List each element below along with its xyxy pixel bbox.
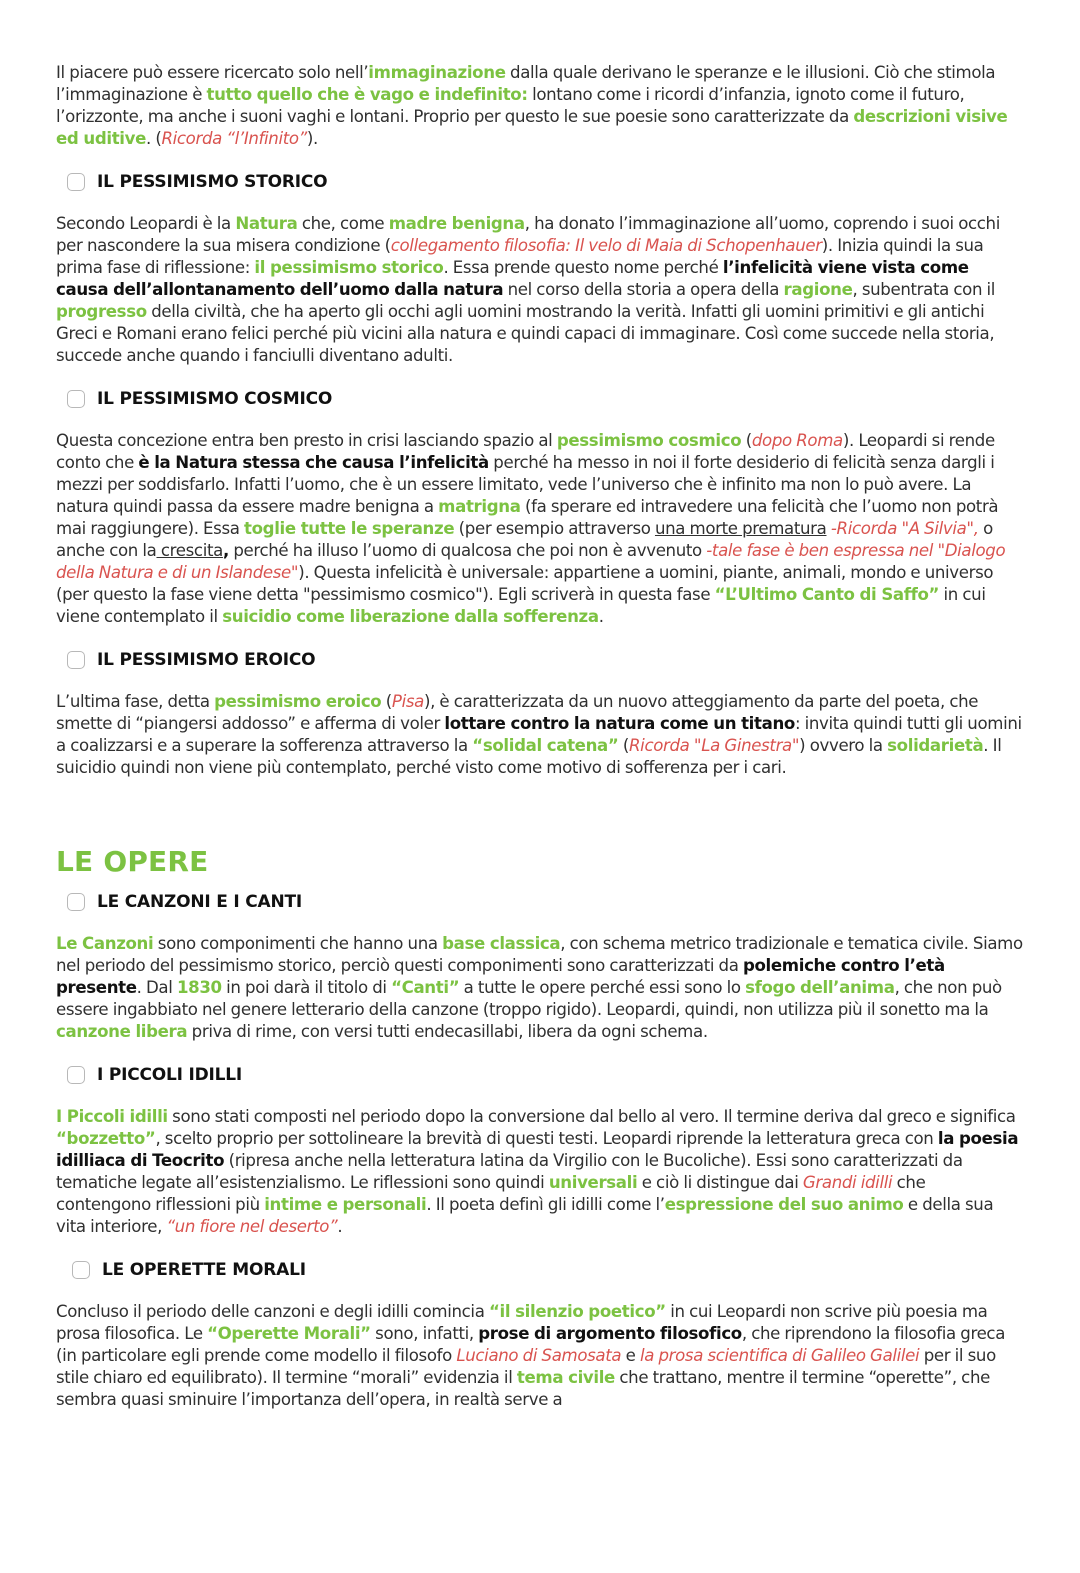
- highlight-text: “L’Ultimo Canto di Saffo”: [714, 585, 940, 604]
- checkbox[interactable]: [67, 893, 85, 911]
- highlight-text: il pessimismo storico: [254, 258, 444, 277]
- text: e: [621, 1346, 640, 1365]
- text: sono, infatti,: [370, 1324, 479, 1343]
- text: . Il poeta definì gli idilli come l’: [426, 1195, 665, 1214]
- paragraph-piccoli-idilli: [56, 1106, 1024, 1238]
- text: perché ha messo in noi il forte desiderio di felicità senza dargli i mezzi per soddisfarlo. Infatti l’uomo, che è un essere limitato, vede l’universo che è infinito ma non lo può avere. La natura quindi passa da essere madre benigna a: [56, 453, 995, 516]
- heading-label: LE OPERETTE MORALI: [102, 1260, 306, 1280]
- highlight-text: I Piccoli idilli: [56, 1107, 168, 1126]
- reference-note: Grandi idilli: [802, 1173, 893, 1192]
- heading-label: IL PESSIMISMO COSMICO: [97, 389, 333, 409]
- highlight-text: ragione: [783, 280, 853, 299]
- text: Secondo Leopardi è la: [56, 214, 236, 233]
- reference-note: Ricorda “l’Infinito”: [161, 129, 307, 148]
- text: che trattano, mentre il termine “operette”, che sembra quasi sminuire l’importanza dell’opera, in realtà serve a: [56, 1368, 990, 1409]
- paragraph-operette-morali: [56, 1301, 1024, 1411]
- bold-text: prose di argomento filosofico: [478, 1324, 742, 1343]
- highlight-text: toglie tutte le speranze: [244, 519, 455, 538]
- text: (: [618, 736, 629, 755]
- text: priva di rime, con versi tutti endecasillabi, libera da ogni schema.: [187, 1022, 708, 1041]
- text: sono stati composti nel periodo dopo la conversione dal bello al vero. Il termine deriva dal greco e significa: [167, 1107, 1016, 1126]
- text: , che riprendono la filosofia greca (in particolare egli prende come modello il filosofo: [56, 1324, 1006, 1365]
- checkbox[interactable]: [67, 173, 85, 191]
- highlight-text: matrigna: [438, 497, 521, 516]
- bold-text: ,: [222, 541, 229, 560]
- text: ). Inizia quindi la sua prima fase di riflessione:: [56, 236, 984, 277]
- text: lontano come i ricordi d’infanzia, ignoto come il futuro, l’orizzonte, ma anche i suoni vaghi e lontani. Proprio per questo le sue poesie sono caratterizzate da: [56, 85, 965, 126]
- text: in cui Leopardi non scrive più poesia ma prosa filosofica. Le: [56, 1302, 988, 1343]
- text: , che non può essere ingabbiato nel genere letterario della canzone (troppo rigido). Leopardi, quindi, non utilizza più il sonetto ma la: [56, 978, 1002, 1019]
- highlight-text: immaginazione: [368, 63, 506, 82]
- highlight-text: pessimismo eroico: [214, 692, 382, 711]
- heading-label: IL PESSIMISMO STORICO: [97, 172, 328, 192]
- text: (: [741, 431, 752, 450]
- text: (per esempio attraverso: [454, 519, 655, 538]
- text: che contengono riflessioni più: [56, 1173, 926, 1214]
- reference-note: Luciano di Samosata: [456, 1346, 622, 1365]
- highlight-text: madre benigna: [388, 214, 525, 233]
- heading-label: LE CANZONI E I CANTI: [97, 892, 303, 912]
- bold-text: lottare contro la natura come un titano: [444, 714, 795, 733]
- highlight-text: pessimismo cosmico: [556, 431, 742, 450]
- paragraph-immaginazione: [56, 62, 1024, 150]
- underlined-text: una morte prematura: [654, 519, 827, 538]
- heading-canzoni-e-canti: [67, 892, 1024, 912]
- checkbox[interactable]: [67, 1066, 85, 1084]
- text: nel corso della storia a opera della: [503, 280, 784, 299]
- text: ).: [306, 129, 318, 148]
- highlight-text: Le Canzoni: [56, 934, 154, 953]
- heading-pessimismo-eroico: [67, 650, 1024, 670]
- heading-piccoli-idilli: [67, 1065, 1024, 1085]
- text: ), è caratterizzata da un nuovo atteggiamento da parte del poeta, che smette di “piangersi addosso” e afferma di voler: [56, 692, 979, 733]
- highlight-text: “Canti”: [391, 978, 460, 997]
- highlight-text: espressione del suo animo: [664, 1195, 904, 1214]
- text: . Dal: [136, 978, 177, 997]
- section-title-le-opere: LE OPERE: [56, 845, 209, 878]
- highlight-text: tema civile: [516, 1368, 615, 1387]
- highlight-text: descrizioni visive ed uditive: [56, 107, 1008, 148]
- text: perché ha illuso l’uomo di qualcosa che poi non è avvenuto: [228, 541, 707, 560]
- heading-pessimismo-storico: [67, 172, 1024, 192]
- text: che, come: [297, 214, 389, 233]
- highlight-text: progresso: [56, 302, 147, 321]
- text: della civiltà, che ha aperto gli occhi agli uomini mostrando la verità. Infatti gli uomini primitivi e gli antichi Greci e Romani erano felici perché più vicini alla natura e quindi capaci di immaginare. Così come succede nella storia, succede anche quando i fanciulli diventano adulti.: [56, 302, 995, 365]
- checkbox[interactable]: [72, 1261, 90, 1279]
- highlight-text: base classica: [442, 934, 561, 953]
- reference-note: -Ricorda "A Silvia",: [830, 519, 979, 538]
- reference-note: Pisa: [391, 692, 424, 711]
- reference-note: dopo Roma: [751, 431, 843, 450]
- text: per il suo stile chiaro ed equilibrato). Il termine “morali” evidenzia il: [56, 1346, 996, 1387]
- text: Il piacere può essere ricercato solo nell’: [56, 63, 369, 82]
- paragraph-pessimismo-eroico: [56, 691, 1024, 779]
- highlight-text: “bozzetto”: [56, 1129, 156, 1148]
- reference-note: la prosa scientifica di Galileo Galilei: [639, 1346, 920, 1365]
- text: o anche con la: [56, 519, 993, 560]
- text: e della sua vita interiore,: [56, 1195, 994, 1236]
- heading-label: I PICCOLI IDILLI: [97, 1065, 243, 1085]
- highlight-text: universali: [548, 1173, 638, 1192]
- highlight-text: “solidal catena”: [472, 736, 619, 755]
- highlight-text: solidarietà: [887, 736, 984, 755]
- text: ) ovvero la: [799, 736, 888, 755]
- text: : invita quindi tutti gli uomini a coalizzarsi e a superare la sofferenza attraverso la: [56, 714, 1022, 755]
- bold-text: la poesia idilliaca di Teocrito: [56, 1129, 1019, 1170]
- heading-label: IL PESSIMISMO EROICO: [97, 650, 316, 670]
- text: L’ultima fase, detta: [56, 692, 215, 711]
- bold-text: polemiche contro l’età presente: [56, 956, 945, 997]
- bold-text: è la Natura stessa che causa l’infelicità: [138, 453, 489, 472]
- text: in cui viene contemplato il: [56, 585, 986, 626]
- text: Concluso il periodo delle canzoni e degli idilli comincia: [56, 1302, 489, 1321]
- text: . Essa prende questo nome perché: [443, 258, 723, 277]
- reference-note: Ricorda "La Ginestra": [629, 736, 800, 755]
- text: Questa concezione entra ben presto in crisi lasciando spazio al: [56, 431, 557, 450]
- heading-operette-morali: [67, 1260, 1024, 1280]
- text: .: [598, 607, 604, 626]
- highlight-text: “il silenzio poetico”: [488, 1302, 666, 1321]
- text: . Il suicidio quindi non viene più contemplato, perché visto come motivo di sofferenza per i cari.: [56, 736, 1002, 777]
- text: in poi darà il titolo di: [221, 978, 392, 997]
- highlight-text: intime e personali: [264, 1195, 427, 1214]
- text: ). Questa infelicità è universale: appartiene a uomini, piante, animali, mondo e universo (per questo la fase viene detta "pessimismo cosmico"). Egli scriverà in questa fase: [56, 563, 994, 604]
- highlight-text: suicidio come liberazione dalla sofferenza: [222, 607, 599, 626]
- highlight-text: tutto quello che è vago e indefinito:: [206, 85, 528, 104]
- text: ). Leopardi si rende conto che: [56, 431, 995, 472]
- highlight-text: sfogo dell’anima: [745, 978, 895, 997]
- paragraph-canzoni: [56, 933, 1024, 1043]
- reference-note: -tale fase è ben espressa nel "Dialogo della Natura e di un Islandese": [56, 541, 1006, 582]
- text: e ciò li distingue dai: [637, 1173, 803, 1192]
- text: a tutte le opere perché essi sono lo: [459, 978, 746, 997]
- highlight-text: 1830: [176, 978, 222, 997]
- text: .: [337, 1217, 343, 1236]
- text: (ripresa anche nella letteratura latina da Virgilio con le Bucoliche). Essi sono caratterizzati da tematiche legate all’esistenzialismo. Le riflessioni sono quindi: [56, 1151, 963, 1192]
- highlight-text: canzone libera: [56, 1022, 188, 1041]
- reference-note: collegamento filosofia: Il velo di Maia di Schopenhauer: [390, 236, 822, 255]
- checkbox[interactable]: [67, 390, 85, 408]
- underlined-text: crescita: [156, 541, 223, 560]
- bold-text: l’infelicità viene vista come causa dell’allontanamento dell’uomo dalla natura: [56, 258, 969, 299]
- reference-note: “un fiore nel deserto”: [166, 1217, 338, 1236]
- text: , scelto proprio per sottolineare la brevità di questi testi. Leopardi riprende la letteratura greca con: [155, 1129, 938, 1148]
- heading-pessimismo-cosmico: [67, 389, 1024, 409]
- text: , ha donato l’immaginazione all’uomo, coprendo i suoi occhi per nascondere la sua misera condizione (: [56, 214, 1000, 255]
- text: . (: [145, 129, 162, 148]
- checkbox[interactable]: [67, 651, 85, 669]
- text: sono componimenti che hanno una: [153, 934, 443, 953]
- highlight-text: Natura: [235, 214, 298, 233]
- text: (fa sperare ed intravedere una felicità che l’uomo non potrà mai raggiungere). Essa: [56, 497, 999, 538]
- text: , subentrata con il: [852, 280, 996, 299]
- text: dalla quale derivano le speranze e le illusioni. Ciò che stimola l’immaginazione è: [56, 63, 996, 104]
- paragraph-pessimismo-storico: [56, 213, 1024, 367]
- text: (: [381, 692, 392, 711]
- highlight-text: “Operette Morali”: [207, 1324, 371, 1343]
- text: , con schema metrico tradizionale e tematica civile. Siamo nel periodo del pessimismo storico, perciò questi componimenti sono caratterizzati da: [56, 934, 1023, 975]
- paragraph-pessimismo-cosmico: [56, 430, 1024, 628]
